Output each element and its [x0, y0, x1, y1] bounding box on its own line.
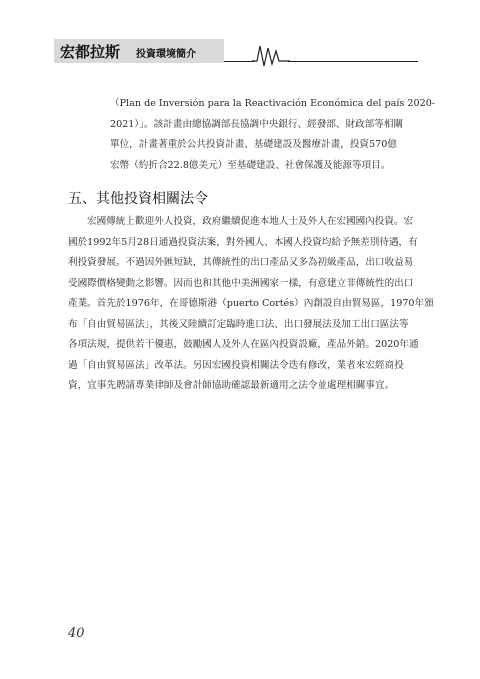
- body-line: 產業。首先於1976年，在哥德斯港（puerto Cortés）內創設自由貿易區，1970年頒: [68, 298, 434, 309]
- header-title-block: [54, 39, 224, 63]
- header-rule-left: [224, 61, 254, 62]
- header-rule-right: [288, 61, 418, 62]
- header-title-sub: 投資環境簡介: [136, 49, 196, 60]
- intro-line: 2021）」。該計畫由總協調部長協調中央銀行、經發部、財政部等相關: [110, 118, 404, 130]
- body-line: 布「自由貿易區法」，其後又陸續訂定臨時進口法、出口發展法及加工出口區法等: [68, 318, 409, 330]
- intro-paragraph: [110, 94, 436, 176]
- body-paragraph: [68, 212, 434, 397]
- body-line: 國於1992年5月28日通過投資法案，對外國人、本國人投資均給予無差別待遇，有: [68, 236, 418, 248]
- body-line: 宏國傳統上歡迎外人投資，政府繼續促進本地人士及外人在宏國國內投資。宏: [87, 216, 414, 227]
- intro-line: （Plan de Inversión para la Reactivación Económica del país 2020-: [110, 98, 436, 109]
- intro-line: 單位，計畫著重於公共投資計畫、基礎建設及醫療計畫，投資570億: [110, 139, 397, 150]
- body-line: 受國際價格變動之影響。因而也和其他中美洲國家一樣，有意建立非傳統性的出口: [68, 277, 414, 289]
- body-line: 資，宜事先聘請專業律師及會計師協助確認最新適用之法令並處理相關事宜。: [68, 380, 395, 391]
- header-title-main: 宏都拉斯: [60, 43, 121, 61]
- intro-line: 宏幣（約折合22.8億美元）至基礎建設、社會保護及能源等項目。: [110, 159, 391, 171]
- page-number: 40: [68, 626, 85, 641]
- heartbeat-wave-icon: [252, 42, 290, 68]
- section-heading: 五、其他投資相關法令: [68, 191, 208, 207]
- body-line: 過「自由貿易區法」改革法。另因宏國投資相關法令迭有修改，業者來宏經商投: [68, 359, 404, 371]
- body-line: 利投資發展。不過因外匯短缺，其傳統性的出口產品又多為初級產品，出口收益易: [68, 257, 414, 268]
- body-line: 各項法規，提供若干優惠，鼓勵國人及外人在區內投資設廠，產品外銷。2020年通: [68, 339, 419, 350]
